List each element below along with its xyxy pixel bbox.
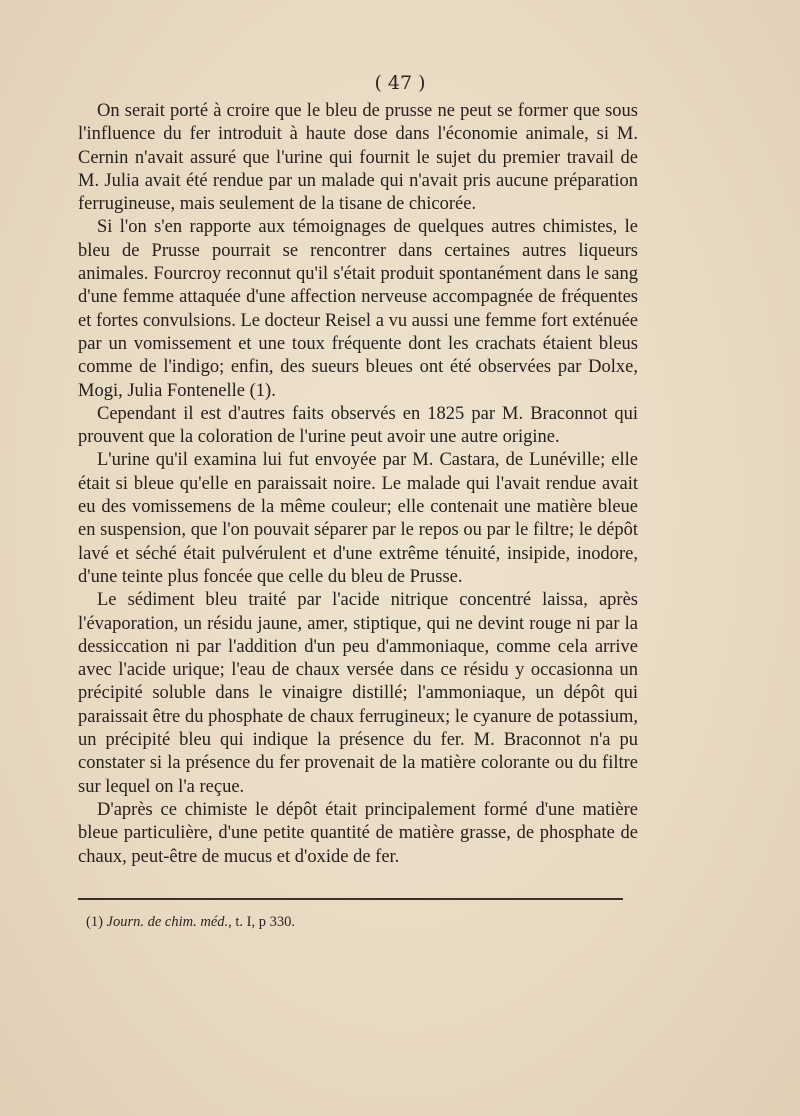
paragraph: L'urine qu'il examina lui fut envoyée par M. Castara, de Lunéville; elle était si bleue qu'elle en paraissait noire. Le malade qui l'avait rendue avait eu des vomissemens de la même couleur; elle contenait une matière bleue en suspension, que l'on pouvait séparer par le repos ou par le filtre; le dépôt lavé et séché était pulvérulent et d'une extrême ténuité, insipide, inodore, d'une teinte plus foncée que celle du bleu de Prusse. [78,450,638,587]
paragraph: Le sédiment bleu traité par l'acide nitrique concentré laissa, après l'évaporation, un résidu jaune, amer, stiptique, qui ne devint rouge ni par la dessiccation ni par l'addition d'un peu d'ammoniaque, comme cela arrive avec l'acide urique; l'eau de chaux versée dans ce résidu y occasionna un précipité soluble dans le vinaigre distillé; l'ammoniaque, un dépôt qui paraissait être du phosphate de chaux ferrugineux; le cyanure de potassium, un précipité bleu qui indique la présence du fer. M. Braconnot n'a pu constater si la présence du fer provenait de la matière colorante ou du filtre sur lequel on l'a reçue. [78,590,638,797]
page-number: ( 47 ) [374,72,426,94]
paragraph: D'après ce chimiste le dépôt était principalement formé d'une matière bleue particulière, d'une petite quantité de matière grasse, de phosphate de chaux, peut-être de mucus et d'oxide de fer. [78,799,638,867]
paragraph: Si l'on s'en rapporte aux témoignages de quelques autres chimistes, le bleu de Prusse pourrait se rencontrer dans certaines autres liqueurs animales. Fourcroy reconnut qu'il s'était produit spontanément dans le sang d'une femme attaquée d'une affection nerveuse accompagnée de fréquentes et fortes convulsions. Le docteur Reisel a vu aussi une femme fort exténuée par un vomissement et une toux fréquente dont les crachats étaient bleus comme de l'indigo; enfin, des sueurs bleues ont été observées par Dolxe, Mogi, Julia Fontenelle (1). [78,217,638,401]
footnote-reference: , t. I, p 330. [228,914,296,930]
body-text [78,100,638,869]
footnote-divider [78,898,623,900]
paragraph: Cependant il est d'autres faits observés en 1825 par M. Braconnot qui prouvent que la coloration de l'urine peut avoir une autre origine. [78,403,638,448]
footnote-marker: (1) [86,914,103,930]
footnote-source: Journ. de chim. méd. [106,914,229,930]
footnote [86,914,295,931]
paragraph: On serait porté à croire que le bleu de prusse ne peut se former que sous l'influence du fer introduit à haute dose dans l'économie animale, si M. Cernin n'avait assuré que l'urine qui fournit le sujet du premier travail de M. Julia avait été rendue par un malade qui n'avait pris aucune préparation ferrugineuse, mais seulement de la tisane de chicorée. [78,101,638,215]
